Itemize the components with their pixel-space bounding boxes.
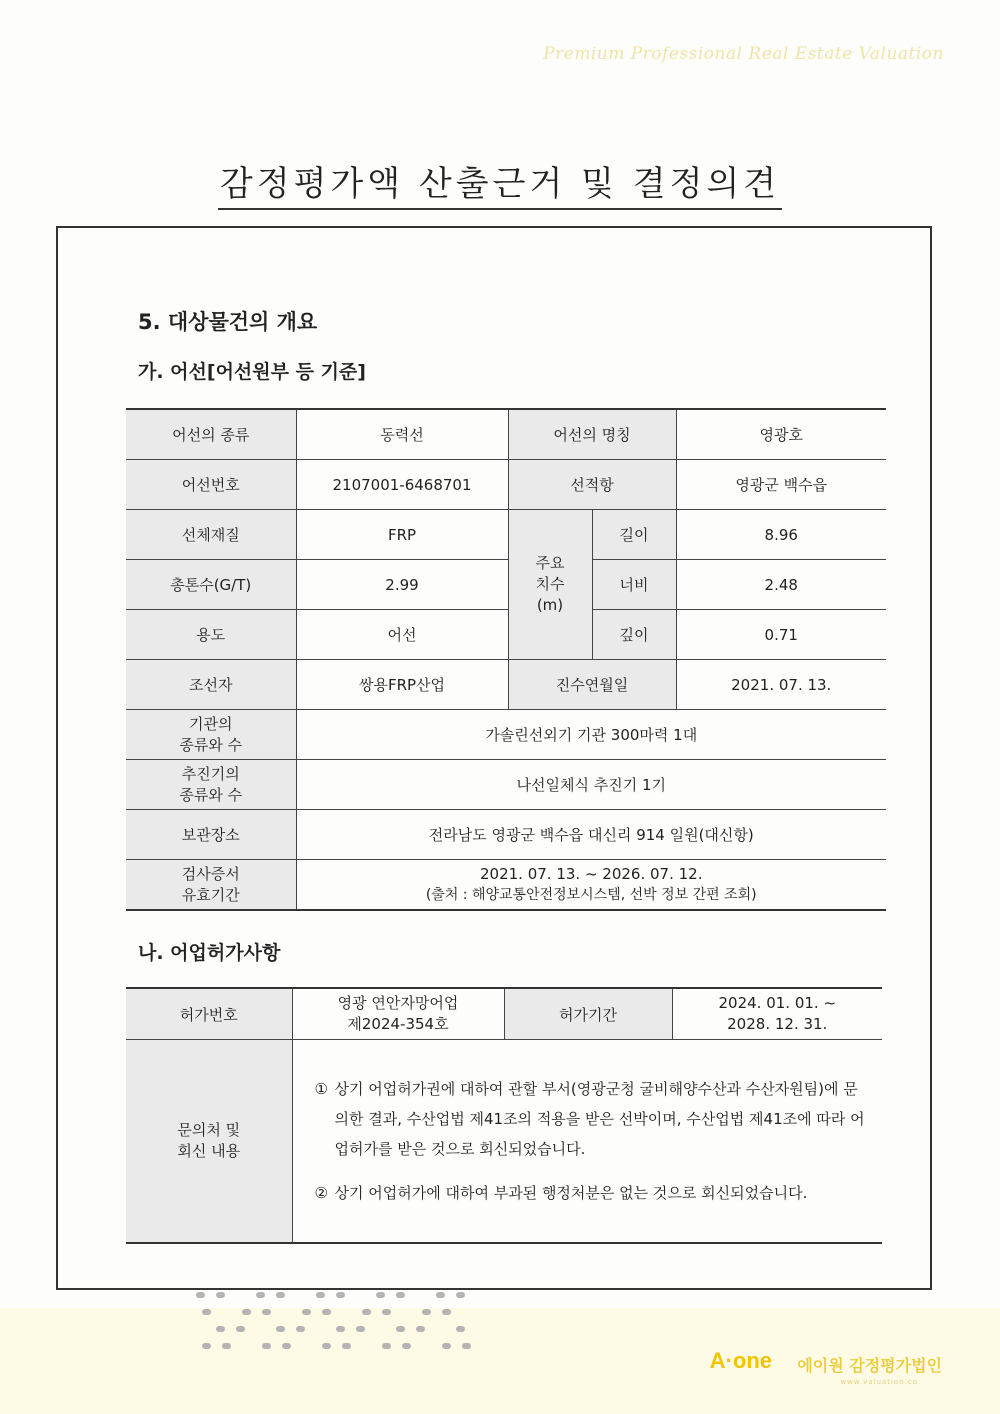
certificate-label (126, 860, 296, 911)
decorative-dot (462, 1343, 471, 1349)
engine-label (126, 710, 296, 760)
certificate-period: 2021. 07. 13. ~ 2026. 07. 12. (480, 864, 703, 883)
decorative-dot (316, 1292, 325, 1298)
decorative-dot (436, 1292, 445, 1298)
decorative-dot (216, 1292, 225, 1298)
dimensions-label-line1: 주요 (535, 554, 565, 572)
vessel-name-value: 영광호 (676, 409, 886, 460)
depth-value: 0.71 (676, 610, 886, 660)
decorative-dot (282, 1343, 291, 1349)
decorative-dot (262, 1343, 271, 1349)
decorative-dot (322, 1343, 331, 1349)
section-heading: 5. 대상물건의 개요 (138, 310, 318, 334)
length-label: 길이 (592, 510, 676, 560)
table-row (126, 460, 886, 510)
hull-value: FRP (296, 510, 508, 560)
decorative-dot (402, 1343, 411, 1349)
decorative-dot (216, 1326, 225, 1332)
table-row (126, 409, 886, 460)
tonnage-value: 2.99 (296, 560, 508, 610)
decorative-dot (356, 1326, 365, 1332)
vessel-type-label: 어선의 종류 (126, 409, 296, 460)
license-number-value (292, 988, 504, 1040)
vessel-number-value: 2107001-6468701 (296, 460, 508, 510)
decorative-dot (416, 1326, 425, 1332)
table-row (126, 988, 882, 1040)
dimensions-label-line3: (m) (536, 596, 564, 614)
propeller-label-line2: 종류와 수 (179, 785, 243, 804)
depth-label: 깊이 (592, 610, 676, 660)
decorative-dot (276, 1326, 285, 1332)
page-title-text: 감정평가액 산출근거 및 결정의견 (218, 164, 782, 210)
vessel-table (126, 408, 886, 911)
license-number-line2: 제2024-354호 (347, 1015, 449, 1033)
storage-label: 보관장소 (126, 810, 296, 860)
decorative-dot (336, 1326, 345, 1332)
decorative-dot (242, 1309, 251, 1315)
certificate-value (296, 860, 886, 911)
decorative-dot (382, 1343, 391, 1349)
note-text: 상기 어업허가권에 대하여 관할 부서(영광군청 굴비해양수산과 수산자원팀)에 문의한 결과, 수산업법 제41조의 적용을 받은 선박이며, 수산업법 제41조에 따라 어업허가를 받은 것으로 회신되었습니다. (334, 1080, 865, 1158)
list-item (315, 1178, 867, 1208)
table-row (126, 610, 886, 660)
certificate-source: (출처 : 해양교통안전정보시스템, 선박 정보 간편 조회) (425, 886, 757, 903)
table-row (126, 810, 886, 860)
page-title (0, 156, 1000, 205)
subsection-heading-license: 나. 어업허가사항 (138, 942, 281, 964)
table-row (126, 510, 886, 560)
vessel-type-value: 동력선 (296, 409, 508, 460)
decorative-dot (342, 1343, 351, 1349)
decorative-dot (362, 1309, 371, 1315)
dimensions-label (508, 510, 592, 660)
use-value: 어선 (296, 610, 508, 660)
table-row (126, 660, 886, 710)
builder-value: 쌍용FRP산업 (296, 660, 508, 710)
breadth-label: 너비 (592, 560, 676, 610)
decorative-dot (456, 1326, 465, 1332)
inquiry-content (292, 1040, 882, 1244)
tonnage-label: 총톤수(G/T) (126, 560, 296, 610)
decorative-dot (256, 1292, 265, 1298)
decorative-dot (202, 1309, 211, 1315)
license-period-value (672, 988, 882, 1040)
decorative-dot (396, 1292, 405, 1298)
decorative-dot (202, 1343, 211, 1349)
table-row (126, 560, 886, 610)
table-row (126, 710, 886, 760)
vessel-number-label: 어선번호 (126, 460, 296, 510)
decorative-dot (296, 1326, 305, 1332)
table-row (126, 1040, 882, 1244)
decorative-dot (376, 1292, 385, 1298)
certificate-label-line1: 검사증서 (181, 864, 240, 883)
inquiry-label-line1: 문의처 및 (177, 1121, 241, 1139)
certificate-label-line2: 유효기간 (181, 885, 240, 904)
engine-value: 가솔린선외기 기관 300마력 1대 (296, 710, 886, 760)
company-logo-mark: A·one (709, 1348, 772, 1373)
engine-label-line1: 기관의 (189, 714, 233, 733)
inquiry-label-line2: 회신 내용 (177, 1142, 241, 1160)
breadth-value: 2.48 (676, 560, 886, 610)
license-number-label: 허가번호 (126, 988, 292, 1040)
propeller-value: 나선일체식 추진기 1기 (296, 760, 886, 810)
table-row (126, 760, 886, 810)
decorative-dot (442, 1309, 451, 1315)
inquiry-label (126, 1040, 292, 1244)
license-table (126, 987, 882, 1244)
port-value: 영광군 백수읍 (676, 460, 886, 510)
license-period-start: 2024. 01. 01. ~ (718, 994, 837, 1012)
launch-date-value: 2021. 07. 13. (676, 660, 886, 710)
builder-label: 조선자 (126, 660, 296, 710)
table-row (126, 860, 886, 911)
company-name: 에이원 감정평가법인 (797, 1356, 942, 1375)
port-label: 선적항 (508, 460, 676, 510)
license-period-label: 허가기간 (504, 988, 672, 1040)
decorative-dot (276, 1292, 285, 1298)
decorative-dot (222, 1343, 231, 1349)
hull-label: 선체재질 (126, 510, 296, 560)
decorative-dot (456, 1292, 465, 1298)
propeller-label-line1: 추진기의 (181, 764, 240, 783)
decorative-dot (302, 1309, 311, 1315)
decorative-dots (196, 1292, 486, 1364)
decorative-dot (422, 1309, 431, 1315)
note-number: ② (314, 1184, 328, 1202)
use-label: 용도 (126, 610, 296, 660)
subsection-heading-vessel: 가. 어선[어선원부 등 기준] (138, 361, 366, 383)
license-period-end: 2028. 12. 31. (727, 1015, 828, 1033)
launch-date-label: 진수연월일 (508, 660, 676, 710)
list-item (315, 1074, 867, 1164)
propeller-label (126, 760, 296, 810)
decorative-dot (396, 1326, 405, 1332)
decorative-dot (196, 1292, 205, 1298)
length-value: 8.96 (676, 510, 886, 560)
decorative-dot (236, 1326, 245, 1332)
decorative-dot (336, 1292, 345, 1298)
decorative-dot (262, 1309, 271, 1315)
note-text: 상기 어업허가에 대하여 부과된 행정처분은 없는 것으로 회신되었습니다. (334, 1184, 808, 1202)
decorative-dot (322, 1309, 331, 1315)
storage-value: 전라남도 영광군 백수읍 대신리 914 일원(대신항) (296, 810, 886, 860)
dimensions-label-line2: 치수 (535, 575, 565, 593)
license-number-line1: 영광 연안자망어업 (337, 994, 459, 1012)
decorative-dot (442, 1343, 451, 1349)
decorative-dot (382, 1309, 391, 1315)
note-number: ① (314, 1080, 328, 1098)
header-watermark: Premium Professional Real Estate Valuation (543, 44, 944, 64)
vessel-name-label: 어선의 명칭 (508, 409, 676, 460)
engine-label-line2: 종류와 수 (179, 735, 243, 754)
company-url: www.valuation.co (840, 1378, 918, 1386)
